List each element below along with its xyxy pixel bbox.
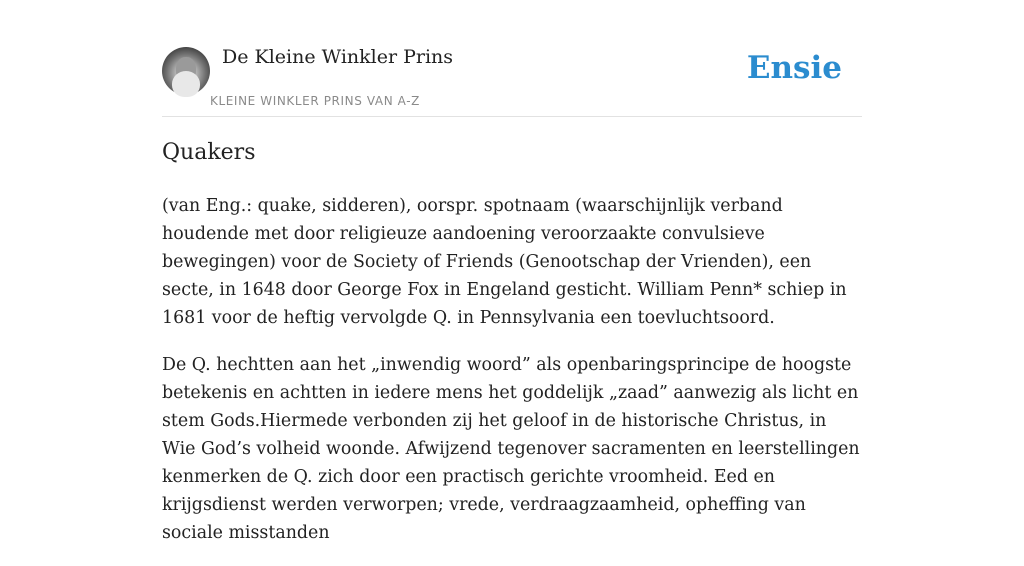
- site-header: [162, 0, 862, 117]
- entry-paragraph-2: De Q. hechtten aan het „inwendig woord” als openbaringsprincipe de hoogste betekenis en achtten in iedere mens het goddelijk „zaad” aanwezig als licht en stem Gods.Hiermede verbonden zij het geloof in de historische Christus, in Wie God’s volheid woonde. Afwijzend tegenover sacramenten en leerstellingen kenmerken de Q. zich door een practisch gerichte vroomheid. Eed en krijgsdienst werden verworpen; vrede, verdraagzaamheid, opheffing van sociale misstanden: [162, 355, 860, 543]
- entry-title: Quakers: [162, 140, 256, 165]
- author-avatar-icon[interactable]: [162, 47, 210, 95]
- source-title[interactable]: De Kleine Winkler Prins: [222, 46, 454, 68]
- entry-body: [162, 192, 862, 566]
- avatar-beard: [172, 71, 200, 97]
- entry-paragraph-1: (van Eng.: quake, sidderen), oorspr. spotnaam (waarschijnlijk verband houdende met door religieuze aandoening veroorzaakte convulsieve bewegingen) voor de Society of Friends (Genootschap der Vrienden), een secte, in 1648 door George Fox in Engeland gesticht. William Penn* schiep in 1681 voor de heftig vervolgde Q. in Pennsylvania een toevluchtsoord.: [162, 196, 847, 328]
- source-subtitle[interactable]: KLEINE WINKLER PRINS VAN A-Z: [210, 94, 420, 108]
- ensie-logo[interactable]: Ensie: [746, 50, 842, 86]
